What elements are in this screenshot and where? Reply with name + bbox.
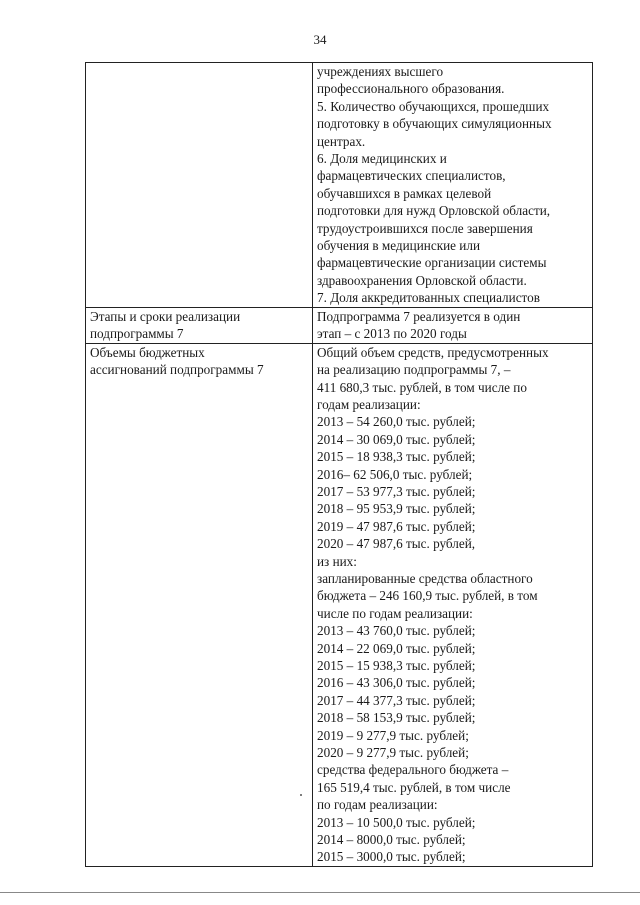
table-row-budget: [86, 343, 593, 866]
text-line: центрах.: [317, 133, 366, 149]
text-line: учреждениях высшего: [317, 64, 444, 79]
text-line: Подпрограмма 7 реализуется в один: [317, 308, 521, 324]
text-line: 2013 – 43 760,0 тыс. рублей;: [317, 623, 476, 639]
table-cell-label: [86, 63, 313, 308]
text-line: числе по годам реализации:: [317, 605, 473, 621]
text-line: годам реализации:: [317, 396, 421, 412]
text-line: фармацевтические организации системы: [317, 255, 547, 271]
text-line: 2015 – 3000,0 тыс. рублей;: [317, 849, 466, 865]
text-line: 411 680,3 тыс. рублей, в том числе по: [317, 379, 527, 395]
text-line: 2018 – 58 153,9 тыс. рублей;: [317, 710, 476, 726]
text-line: Этапы и сроки реализации: [90, 308, 241, 324]
text-line: 2014 – 30 069,0 тыс. рублей;: [317, 431, 476, 447]
text-line: 2018 – 95 953,9 тыс. рублей;: [317, 501, 476, 517]
text-line: обучавшихся в рамках целевой: [317, 185, 492, 201]
text-line: 2017 – 53 977,3 тыс. рублей;: [317, 483, 476, 499]
text-line: 2020 – 47 987,6 тыс. рублей,: [317, 536, 476, 552]
text-line: средства федерального бюджета –: [317, 762, 509, 778]
text-line: 2019 – 47 987,6 тыс. рублей;: [317, 518, 476, 534]
text-line: запланированные средства областного: [317, 570, 533, 586]
text-line: 2020 – 9 277,9 тыс. рублей;: [317, 745, 469, 761]
text-line: 2014 – 8000,0 тыс. рублей;: [317, 832, 466, 848]
table-row-stages: [86, 307, 593, 343]
table-cell-stages-label: [86, 307, 313, 343]
text-line: бюджета – 246 160,9 тыс. рублей, в том: [317, 588, 538, 604]
text-line: подготовки для нужд Орловской области,: [317, 203, 551, 219]
text-line: Общий объем средств, предусмотренных: [317, 344, 549, 360]
text-line: 2019 – 9 277,9 тыс. рублей;: [317, 727, 469, 743]
bottom-scan-edge: [0, 892, 640, 893]
text-line: 2016 – 43 306,0 тыс. рублей;: [317, 675, 476, 691]
text-line: 5. Количество обучающихся, прошедших: [317, 98, 550, 114]
text-line: трудоустроившихся после завершения: [317, 220, 533, 236]
text-line: 2013 – 54 260,0 тыс. рублей;: [317, 414, 476, 430]
text-line: 2016– 62 506,0 тыс. рублей;: [317, 466, 473, 482]
text-line: профессионального образования.: [317, 81, 505, 97]
text-line: подпрограммы 7: [90, 326, 184, 342]
text-line: из них:: [317, 553, 357, 569]
text-line: 165 519,4 тыс. рублей, в том числе: [317, 779, 511, 795]
text-line: этап – с 2013 по 2020 годы: [317, 326, 467, 342]
text-line: ассигнований подпрограммы 7: [90, 362, 264, 378]
text-line: обучения в медицинские или: [317, 238, 481, 254]
text-line: 6. Доля медицинских и: [317, 151, 447, 167]
scan-speck: [300, 794, 302, 796]
table-cell-budget-value: [313, 343, 593, 866]
text-line: 7. Доля аккредитованных специалистов: [317, 290, 540, 306]
text-line: по годам реализации:: [317, 797, 438, 813]
passport-table: [85, 62, 593, 867]
table-cell-stages-value: [313, 307, 593, 343]
table-cell-indicators: [313, 63, 593, 308]
text-line: здравоохранения Орловской области.: [317, 272, 527, 288]
table-cell-budget-label: [86, 343, 313, 866]
text-line: подготовку в обучающих симуляционных: [317, 116, 552, 132]
text-line: Объемы бюджетных: [90, 344, 205, 360]
text-line: фармацевтических специалистов,: [317, 168, 506, 184]
text-line: 2014 – 22 069,0 тыс. рублей;: [317, 640, 476, 656]
text-line: 2015 – 18 938,3 тыс. рублей;: [317, 449, 476, 465]
text-line: на реализацию подпрограммы 7, –: [317, 362, 511, 378]
text-line: 2013 – 10 500,0 тыс. рублей;: [317, 814, 476, 830]
page-number: 34: [313, 32, 327, 47]
text-line: 2015 – 15 938,3 тыс. рублей;: [317, 658, 476, 673]
table-row-indicators-continuation: [86, 63, 593, 308]
text-line: 2017 – 44 377,3 тыс. рублей;: [317, 692, 476, 708]
